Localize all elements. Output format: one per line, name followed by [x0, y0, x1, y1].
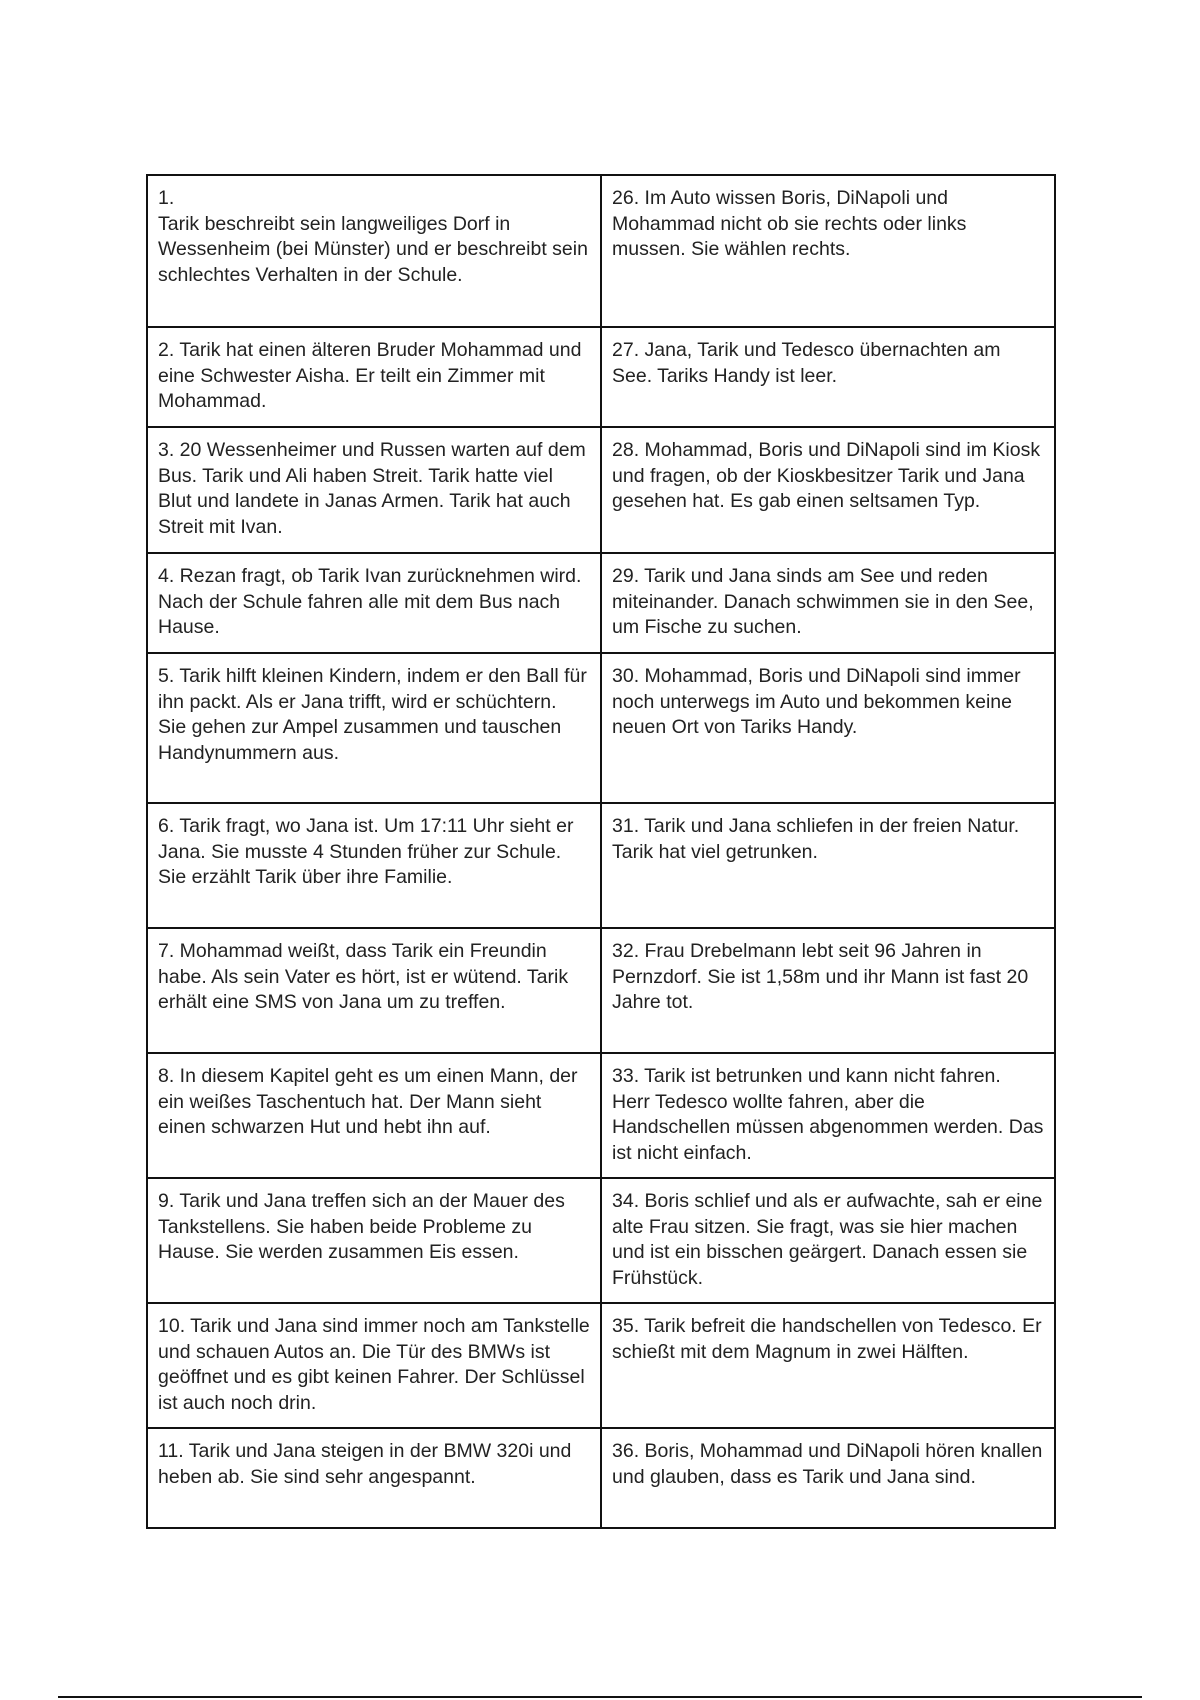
- table-cell-left: 2. Tarik hat einen älteren Bruder Mohammad und eine Schwester Aisha. Er teilt ein Zimmer mit Mohammad.: [147, 327, 601, 427]
- table-cell-right: 36. Boris, Mohammad und DiNapoli hören knallen und glauben, dass es Tarik und Jana sind.: [601, 1428, 1055, 1528]
- table-row: [147, 1303, 1055, 1428]
- table-row: [147, 1178, 1055, 1303]
- table-row: [147, 1428, 1055, 1528]
- table-row: [147, 175, 1055, 327]
- table-cell-left: 10. Tarik und Jana sind immer noch am Tankstelle und schauen Autos an. Die Tür des BMWs ist geöffnet und es gibt keinen Fahrer. Der Schlüssel ist auch noch drin.: [147, 1303, 601, 1428]
- table-cell-right: 26. Im Auto wissen Boris, DiNapoli und Mohammad nicht ob sie rechts oder links mussen. Sie wählen rechts.: [601, 175, 1055, 327]
- table-row: [147, 803, 1055, 928]
- chapter-summary-text: Tarik beschreibt sein langweiliges Dorf in Wessenheim (bei Münster) und er beschreibt sein schlechtes Verhalten in der Schule.: [158, 212, 588, 286]
- table-cell-right: 27. Jana, Tarik und Tedesco übernachten am See. Tariks Handy ist leer.: [601, 327, 1055, 427]
- table-cell-right: 34. Boris schlief und als er aufwachte, sah er eine alte Frau sitzen. Sie fragt, was sie hier machen und ist ein bisschen geärgert. Danach essen sie Frühstück.: [601, 1178, 1055, 1303]
- table-cell-left: 6. Tarik fragt, wo Jana ist. Um 17:11 Uhr sieht er Jana. Sie musste 4 Stunden früher zur Schule. Sie erzählt Tarik über ihre Familie.: [147, 803, 601, 928]
- chapter-number: 1.: [158, 187, 175, 209]
- table-cell-right: 31. Tarik und Jana schliefen in der freien Natur. Tarik hat viel getrunken.: [601, 803, 1055, 928]
- table-row: [147, 427, 1055, 553]
- table-cell-left: 5. Tarik hilft kleinen Kindern, indem er den Ball für ihn packt. Als er Jana trifft, wird er schüchtern. Sie gehen zur Ampel zusammen und tauschen Handynummern aus.: [147, 653, 601, 803]
- table-cell-right: 33. Tarik ist betrunken und kann nicht fahren. Herr Tedesco wollte fahren, aber die Handschellen müssen abgenommen werden. Das ist nicht einfach.: [601, 1053, 1055, 1178]
- table-cell-left: [147, 175, 601, 327]
- table-row: [147, 1053, 1055, 1178]
- table-cell-right: 28. Mohammad, Boris und DiNapoli sind im Kiosk und fragen, ob der Kioskbesitzer Tarik und Jana gesehen hat. Es gab einen seltsamen Typ.: [601, 427, 1055, 553]
- chapter-summary-table: [146, 174, 1056, 1529]
- table-cell-right: 32. Frau Drebelmann lebt seit 96 Jahren in Pernzdorf. Sie ist 1,58m und ihr Mann ist fast 20 Jahre tot.: [601, 928, 1055, 1053]
- table-cell-left: 8. In diesem Kapitel geht es um einen Mann, der ein weißes Taschentuch hat. Der Mann sieht einen schwarzen Hut und hebt ihn auf.: [147, 1053, 601, 1178]
- footer-divider: [58, 1696, 1142, 1698]
- table-cell-left: 9. Tarik und Jana treffen sich an der Mauer des Tankstellens. Sie haben beide Probleme zu Hause. Sie werden zusammen Eis essen.: [147, 1178, 601, 1303]
- table-cell-right: 35. Tarik befreit die handschellen von Tedesco. Er schießt mit dem Magnum in zwei Hälften.: [601, 1303, 1055, 1428]
- table-row: [147, 327, 1055, 427]
- table-cell-left: 7. Mohammad weißt, dass Tarik ein Freundin habe. Als sein Vater es hört, ist er wütend. Tarik erhält eine SMS von Jana um zu treffen.: [147, 928, 601, 1053]
- table-cell-left: 3. 20 Wessenheimer und Russen warten auf dem Bus. Tarik und Ali haben Streit. Tarik hatte viel Blut und landete in Janas Armen. Tarik hat auch Streit mit Ivan.: [147, 427, 601, 553]
- table-cell-right: 29. Tarik und Jana sinds am See und reden miteinander. Danach schwimmen sie in den See, um Fische zu suchen.: [601, 553, 1055, 653]
- table-cell-left: 11. Tarik und Jana steigen in der BMW 320i und heben ab. Sie sind sehr angespannt.: [147, 1428, 601, 1528]
- table-row: [147, 928, 1055, 1053]
- table-cell-right: 30. Mohammad, Boris und DiNapoli sind immer noch unterwegs im Auto und bekommen keine neuen Ort von Tariks Handy.: [601, 653, 1055, 803]
- table-cell-left: 4. Rezan fragt, ob Tarik Ivan zurücknehmen wird. Nach der Schule fahren alle mit dem Bus nach Hause.: [147, 553, 601, 653]
- table-row: [147, 653, 1055, 803]
- table-row: [147, 553, 1055, 653]
